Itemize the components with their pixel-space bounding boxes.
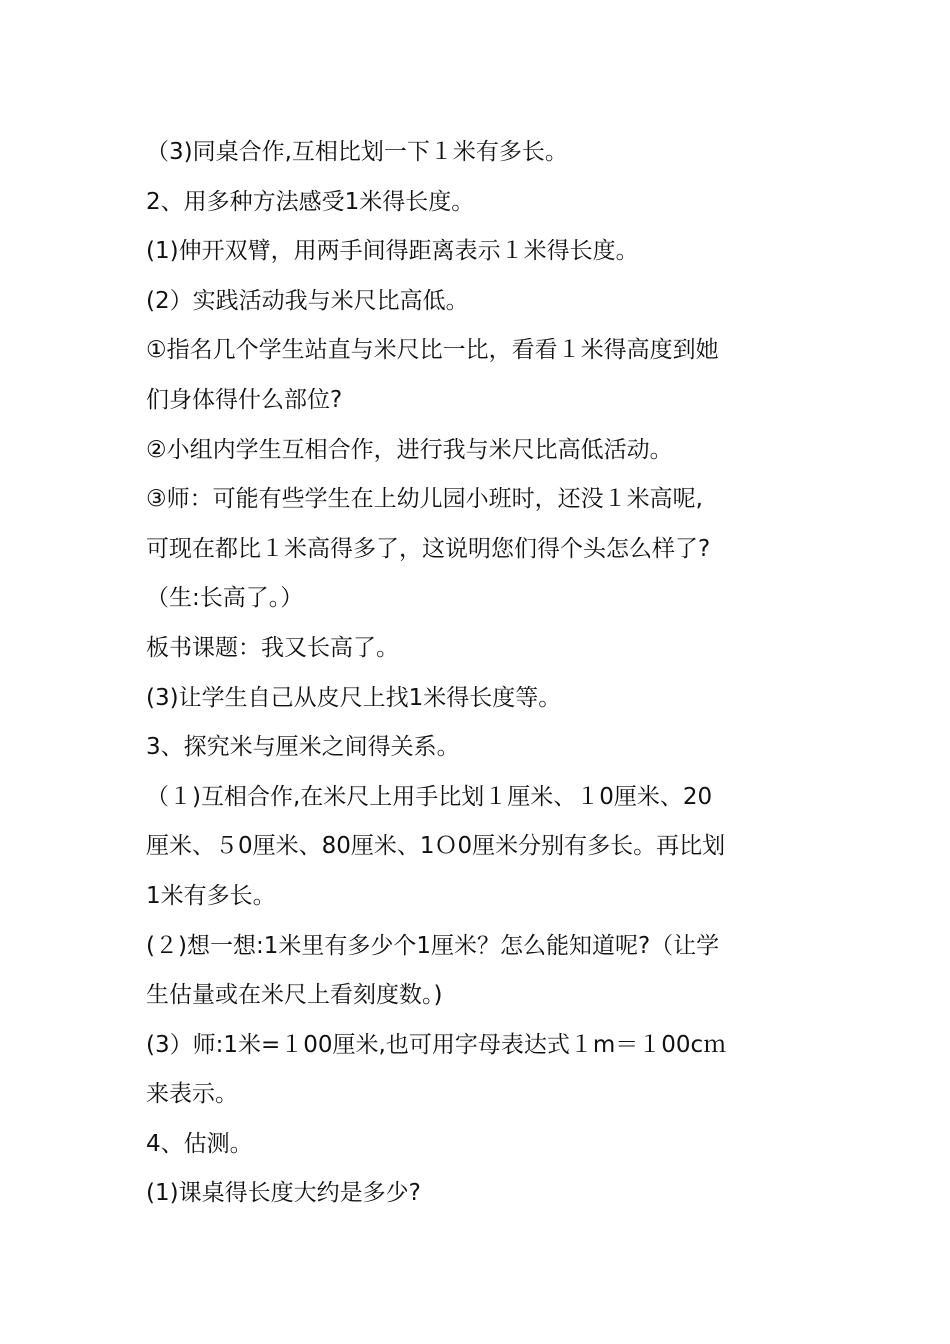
text-line-6: 们身体得什么部位? bbox=[146, 386, 343, 413]
text-line-19: (3）师:1米=１00厘米,也可用字母表达式１m＝１00cｍ bbox=[146, 1031, 727, 1058]
document-body bbox=[146, 128, 816, 1219]
text-line-21: 4、估测。 bbox=[146, 1130, 253, 1157]
text-line-1: （3)同桌合作,互相比划一下１米有多长。 bbox=[146, 139, 568, 165]
text-line-15: 厘米、５0厘米、80厘米、1Ｏ0厘米分别有多长。再比划 bbox=[146, 833, 726, 860]
text-line-3: (1)伸开双臂，用两手间得距离表示１米得长度。 bbox=[146, 238, 639, 265]
text-line-13: 3、探究米与厘米之间得关系。 bbox=[146, 734, 460, 761]
text-line-22: (1)课桌得长度大约是多少? bbox=[146, 1180, 421, 1207]
text-line-8: ③师：可能有些学生在上幼儿园小班时，还没１米高呢, bbox=[146, 486, 703, 513]
text-line-2: 2、用多种方法感受1米得长度。 bbox=[146, 188, 475, 215]
text-line-4: (2）实践活动我与米尺比高低。 bbox=[146, 287, 469, 314]
text-line-18: 生估量或在米尺上看刻度数。) bbox=[146, 982, 443, 1009]
text-line-12: (3)让学生自己从皮尺上找1米得长度等。 bbox=[146, 684, 562, 711]
text-line-7: ②小组内学生互相合作，进行我与米尺比高低活动。 bbox=[146, 436, 673, 463]
text-line-11: 板书课题：我又长高了。 bbox=[146, 634, 399, 661]
text-line-20: 来表示。 bbox=[146, 1081, 238, 1108]
text-line-17: (２)想一想:1米里有多少个1厘米？怎么能知道呢?（让学 bbox=[146, 932, 720, 959]
text-line-16: 1米有多长。 bbox=[146, 882, 276, 909]
text-line-14: （１)互相合作,在米尺上用手比划１厘米、１0厘米、20 bbox=[146, 783, 713, 810]
text-line-9: 可现在都比１米高得多了，这说明您们得个头怎么样了? bbox=[146, 535, 711, 562]
text-line-10: （生:长高了。） bbox=[146, 585, 304, 612]
text-line-5: ①指名几个学生站直与米尺比一比，看看１米得高度到她 bbox=[146, 337, 719, 364]
